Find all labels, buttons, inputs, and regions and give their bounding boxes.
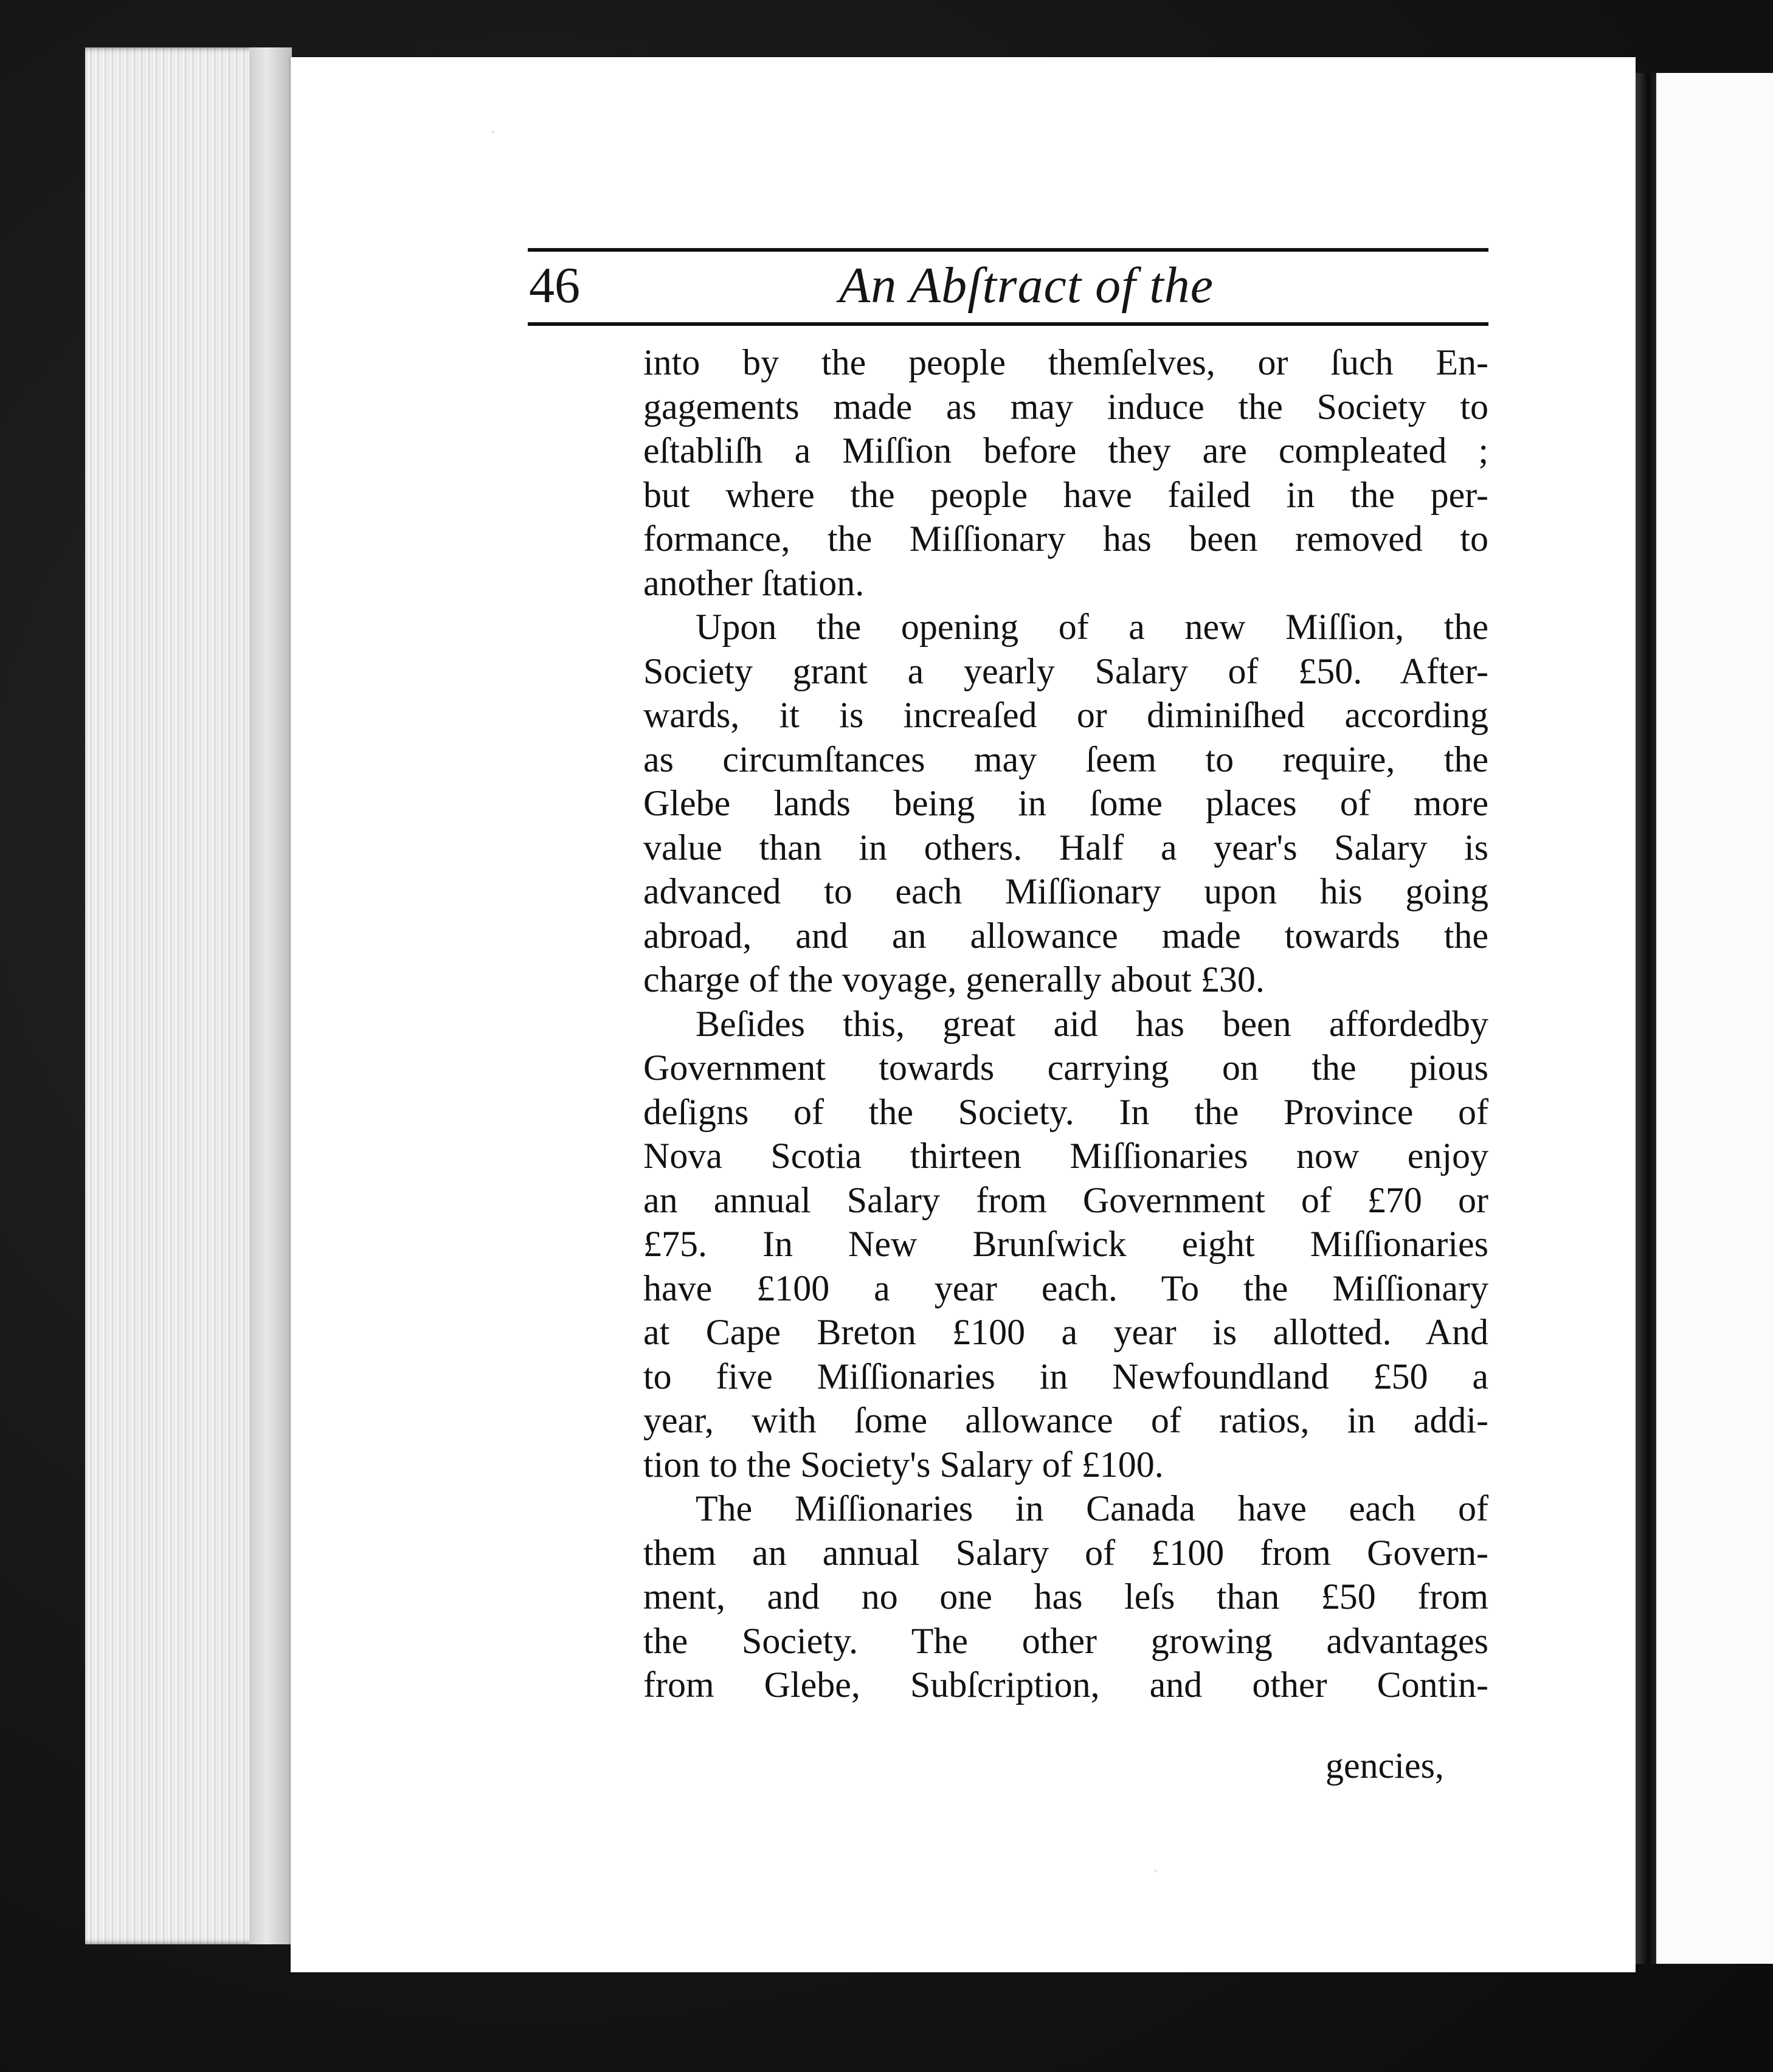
text-line: another ſtation. xyxy=(643,562,865,603)
text-line: wards, it is increaſed or diminiſhed according xyxy=(643,695,1488,735)
text-line: Beſides this, great aid has been affordedby xyxy=(696,1003,1488,1044)
text-line: Government towards carrying on the pious xyxy=(643,1048,1488,1088)
facing-page xyxy=(1656,73,1773,1964)
closed-page-edges xyxy=(85,47,292,1944)
text-line: the Society. The other growing advantages xyxy=(643,1620,1488,1661)
text-line: Upon the opening of a new Miſſion, the xyxy=(696,607,1488,647)
text-line: The Miſſionaries in Canada have each of xyxy=(696,1488,1488,1528)
text-line: advanced to each Miſſionary upon his going xyxy=(643,871,1488,911)
text-line: deſigns of the Society. In the Province of xyxy=(643,1091,1488,1132)
text-line: as circumſtances may ſeem to require, the xyxy=(643,739,1488,779)
text-line: from Glebe, Subſcription, and other Contin- xyxy=(643,1665,1488,1705)
page-number: 46 xyxy=(529,257,580,314)
text-line: tion to the Society's Salary of £100. xyxy=(643,1444,1164,1485)
catchword: gencies, xyxy=(1325,1746,1444,1786)
text-line: but where the people have failed in the per- xyxy=(643,474,1488,515)
text-line: year, with ſome allowance of ratios, in addi- xyxy=(643,1400,1488,1440)
text-line: £75. In New Brunſwick eight Miſſionaries xyxy=(643,1224,1488,1264)
text-line: eſtabliſh a Miſſion before they are compleated ; xyxy=(643,430,1488,471)
text-line: have £100 a year each. To the Miſſionary xyxy=(643,1268,1488,1308)
text-line: Society grant a yearly Salary of £50. After- xyxy=(643,651,1488,691)
paper-speck xyxy=(1154,1869,1157,1872)
header-rule-top xyxy=(528,248,1488,252)
text-line: formance, the Miſſionary has been removed to xyxy=(643,519,1488,559)
text-line: Nova Scotia thirteen Miſſionaries now enjoy xyxy=(643,1136,1488,1176)
book-gutter xyxy=(1636,73,1656,1964)
body-text xyxy=(643,340,1488,1707)
text-line: value than in others. Half a year's Salary is xyxy=(643,827,1488,868)
text-line: gagements made as may induce the Society to xyxy=(643,386,1488,427)
text-line: charge of the voyage, generally about £30. xyxy=(643,959,1265,1000)
text-line: them an annual Salary of £100 from Govern- xyxy=(643,1532,1488,1573)
text-line: at Cape Breton £100 a year is allotted. And xyxy=(643,1312,1488,1352)
text-line: an annual Salary from Government of £70 or xyxy=(643,1179,1488,1220)
running-head: An Abſtract of the xyxy=(839,257,1214,314)
text-line: to five Miſſionaries in Newfoundland £50 a xyxy=(643,1356,1488,1397)
paper-speck xyxy=(491,130,495,134)
text-line: Glebe lands being in ſome places of more xyxy=(643,783,1488,823)
text-line: into by the people themſelves, or ſuch En- xyxy=(643,342,1488,382)
header-rule-bottom xyxy=(528,322,1488,326)
text-line: ment, and no one has leſs than £50 from xyxy=(643,1576,1488,1617)
text-line: abroad, and an allowance made towards the xyxy=(643,915,1488,956)
